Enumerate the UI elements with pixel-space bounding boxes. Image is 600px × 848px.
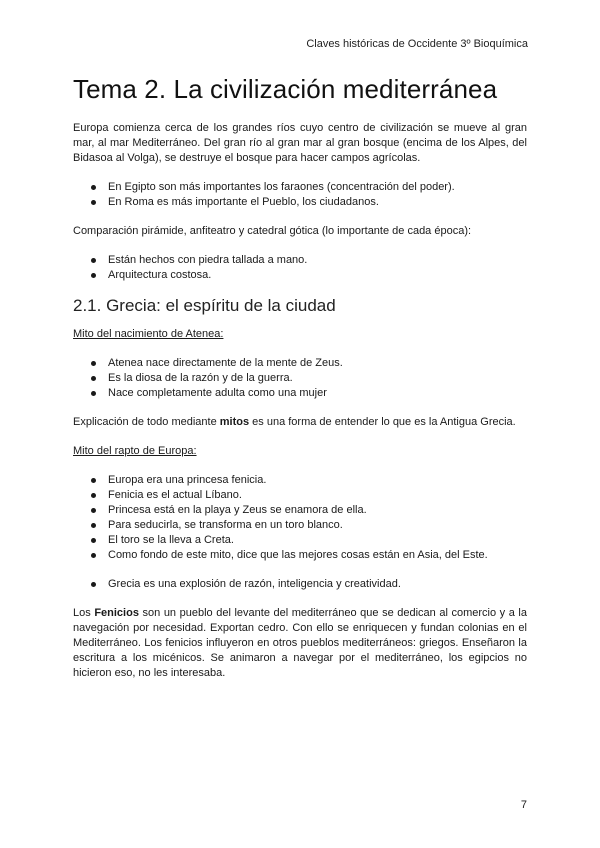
list-item: Para seducirla, se transforma en un toro blanco.: [108, 518, 527, 533]
section-heading: 2.1. Grecia: el espíritu de la ciudad: [73, 296, 336, 315]
phoenicians-paragraph: Los Fenicios son un pueblo del levante del mediterráneo que se dedican al comercio y a la navegación por necesidad. Exportan cedro. Con ello se enriquecen y fundan colonias en el Mediterráneo. Los fenicios influyeron en otros pueblos mediterráneos: griegos. Enseñaron la escritura a los micénicos. Se animaron a navegar por el mediterráneo, los egipcios no hicieron eso, no les interesaba.: [73, 607, 527, 679]
page-number: 7: [520, 799, 527, 811]
list-item: En Roma es más importante el Pueblo, los ciudadanos.: [108, 195, 527, 210]
list-item: Grecia es una explosión de razón, inteligencia y creatividad.: [108, 577, 527, 592]
bold-term: mitos: [219, 416, 250, 428]
page-title: Tema 2. La civilización mediterránea: [73, 74, 498, 104]
architecture-list: [73, 253, 527, 283]
myth-europa-heading: Mito del rapto de Europa:: [73, 445, 197, 457]
page-content: [73, 72, 527, 681]
bold-term: Fenicios: [94, 607, 139, 619]
list-item: El toro se la lleva a Creta.: [108, 533, 527, 548]
intro-paragraph: Europa comienza cerca de los grandes ríos cuyo centro de civilización se mueve al gran mar, al mar Mediterráneo. Del gran río al gran mar al gran bosque (encima de los Alpes, del Bidasoa al Volga), se destruye el bosque para hacer campos agrícolas.: [73, 122, 527, 164]
myth-athena-heading: Mito del nacimiento de Atenea:: [73, 328, 224, 340]
list-item: Están hechos con piedra tallada a mano.: [108, 253, 527, 268]
list-item: Princesa está en la playa y Zeus se enamora de ella.: [108, 503, 527, 518]
running-header: Claves históricas de Occidente 3º Bioquímica: [306, 38, 528, 50]
myths-explanation: Explicación de todo mediante mitos es una forma de entender lo que es la Antigua Grecia.: [73, 416, 516, 428]
europa-list: [73, 473, 527, 563]
list-item: Atenea nace directamente de la mente de Zeus.: [108, 356, 527, 371]
list-item: Como fondo de este mito, dice que las mejores cosas están en Asia, del Este.: [108, 548, 527, 563]
greece-list: [73, 577, 527, 592]
athena-list: [73, 356, 527, 401]
list-item: Fenicia es el actual Líbano.: [108, 488, 527, 503]
egypt-rome-list: [73, 180, 527, 210]
list-item: En Egipto son más importantes los faraones (concentración del poder).: [108, 180, 527, 195]
list-item: Nace completamente adulta como una mujer: [108, 386, 527, 401]
list-item: Arquitectura costosa.: [108, 268, 527, 283]
list-item: Europa era una princesa fenicia.: [108, 473, 527, 488]
comparison-paragraph: Comparación pirámide, anfiteatro y catedral gótica (lo importante de cada época):: [73, 225, 472, 237]
list-item: Es la diosa de la razón y de la guerra.: [108, 371, 527, 386]
